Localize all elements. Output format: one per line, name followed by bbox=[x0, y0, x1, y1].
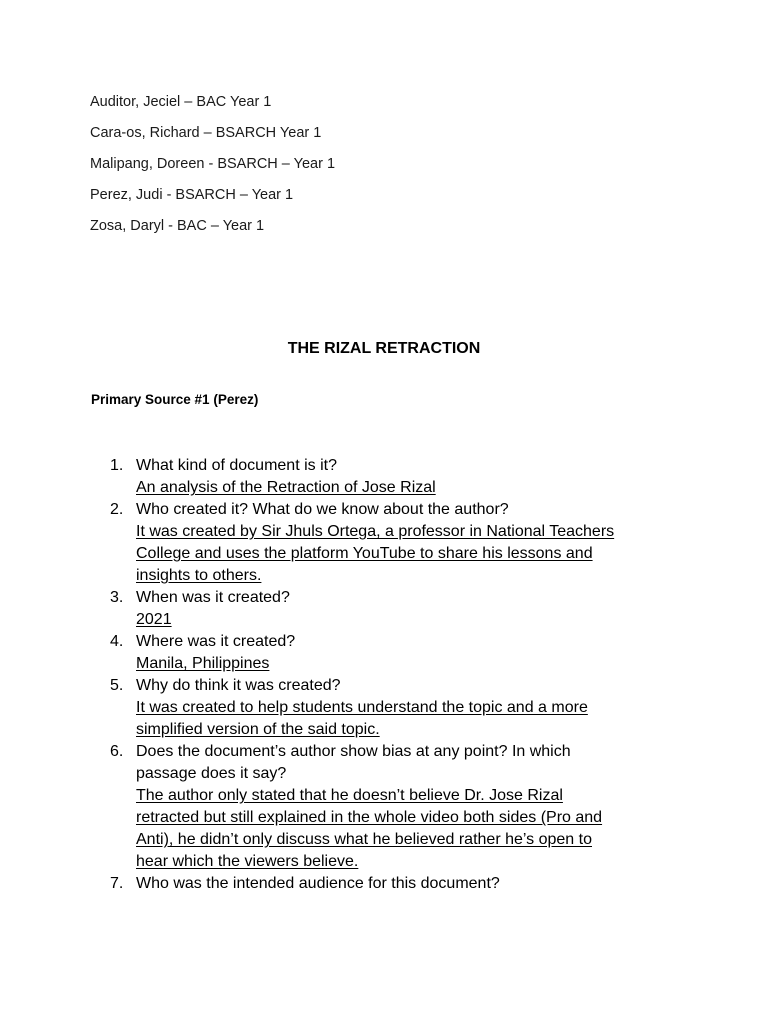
question-number: 2. bbox=[110, 501, 124, 518]
question-number: 6. bbox=[110, 743, 124, 760]
member-line: Zosa, Daryl - BAC – Year 1 bbox=[90, 218, 265, 234]
answer-text: 2021 bbox=[136, 611, 172, 628]
member-line: Perez, Judi - BSARCH – Year 1 bbox=[90, 187, 294, 203]
question-body bbox=[136, 499, 710, 587]
group-members-list bbox=[90, 92, 335, 247]
question-text: Why do think it was created? bbox=[136, 677, 341, 694]
question-item bbox=[110, 455, 710, 499]
question-item bbox=[110, 873, 710, 895]
question-number: 4. bbox=[110, 633, 124, 650]
document-title: THE RIZAL RETRACTION bbox=[287, 340, 481, 357]
member-line: Malipang, Doreen - BSARCH – Year 1 bbox=[90, 156, 336, 172]
question-item bbox=[110, 499, 710, 587]
question-text: Who was the intended audience for this document? bbox=[136, 875, 500, 892]
question-body bbox=[136, 455, 710, 499]
question-number: 5. bbox=[110, 677, 124, 694]
question-text: Where was it created? bbox=[136, 633, 296, 650]
question-body bbox=[136, 873, 710, 895]
member-line: Cara-os, Richard – BSARCH Year 1 bbox=[90, 125, 322, 141]
question-text: When was it created? bbox=[136, 589, 290, 606]
question-body bbox=[136, 587, 710, 631]
answer-text: It was created to help students understand the topic and a more simplified version of the said topic. bbox=[136, 699, 588, 738]
answer-text: Manila, Philippines bbox=[136, 655, 270, 672]
question-item bbox=[110, 675, 710, 741]
question-number: 3. bbox=[110, 589, 124, 606]
question-item bbox=[110, 741, 710, 873]
answer-text: An analysis of the Retraction of Jose Rizal bbox=[136, 479, 436, 496]
source-heading: Primary Source #1 (Perez) bbox=[91, 392, 259, 407]
question-text: Does the document’s author show bias at any point? In which passage does it say? bbox=[136, 743, 571, 782]
member-line: Auditor, Jeciel – BAC Year 1 bbox=[90, 94, 272, 110]
answer-text: The author only stated that he doesn’t believe Dr. Jose Rizal retracted but still explained in the whole video both sides (Pro and Anti), he didn’t only discuss what he believed rather he’s open to hear which the viewers believe. bbox=[136, 787, 603, 870]
question-item bbox=[110, 587, 710, 631]
question-number: 1. bbox=[110, 457, 124, 474]
question-body bbox=[136, 675, 710, 741]
question-body bbox=[136, 631, 710, 675]
question-body bbox=[136, 741, 710, 873]
question-text: What kind of document is it? bbox=[136, 457, 337, 474]
question-text: Who created it? What do we know about the author? bbox=[136, 501, 509, 518]
answer-text: It was created by Sir Jhuls Ortega, a professor in National Teachers College and uses the platform YouTube to share his lessons and insights to others. bbox=[136, 523, 615, 584]
question-number: 7. bbox=[110, 875, 124, 892]
question-item bbox=[110, 631, 710, 675]
question-list bbox=[110, 455, 710, 895]
